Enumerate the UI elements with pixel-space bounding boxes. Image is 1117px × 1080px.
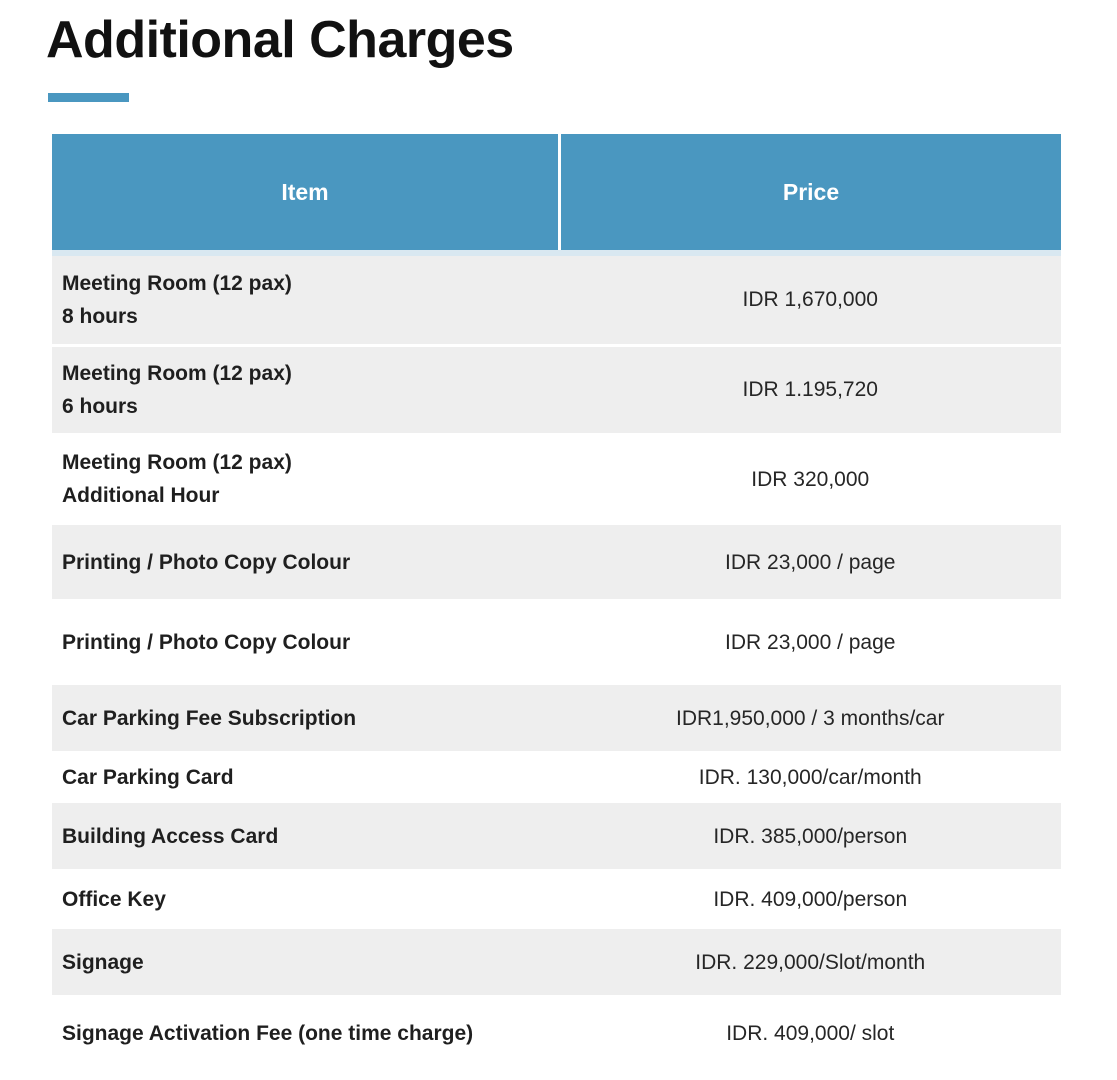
- item-cell: [52, 433, 560, 525]
- price-cell: IDR 1,670,000: [560, 253, 1062, 345]
- table-row: [52, 525, 1061, 599]
- item-cell: Car Parking Fee Subscription: [52, 685, 560, 751]
- item-name: Meeting Room (12 pax): [62, 271, 292, 295]
- table-row: [52, 599, 1061, 685]
- price-cell: IDR. 409,000/person: [560, 869, 1062, 929]
- page-title: Additional Charges: [46, 11, 514, 69]
- price-cell: IDR. 385,000/person: [560, 803, 1062, 869]
- table-row: [52, 995, 1061, 1071]
- table-row: [52, 803, 1061, 869]
- item-detail: 6 hours: [62, 394, 138, 418]
- price-cell: IDR 23,000 / page: [560, 599, 1062, 685]
- table-row: [52, 929, 1061, 995]
- table-row: [52, 869, 1061, 929]
- table-row: [52, 253, 1061, 345]
- table-row: [52, 751, 1061, 803]
- price-cell: IDR 23,000 / page: [560, 525, 1062, 599]
- table-row: [52, 685, 1061, 751]
- column-header-price: Price: [560, 134, 1062, 253]
- table-header-row: [52, 134, 1061, 253]
- price-cell: IDR. 130,000/car/month: [560, 751, 1062, 803]
- price-cell: IDR 320,000: [560, 433, 1062, 525]
- title-underline: [48, 93, 129, 102]
- price-cell: IDR 1.195,720: [560, 345, 1062, 433]
- item-cell: Building Access Card: [52, 803, 560, 869]
- price-cell: IDR. 229,000/Slot/month: [560, 929, 1062, 995]
- item-cell: Signage Activation Fee (one time charge): [52, 995, 560, 1071]
- item-cell: Signage: [52, 929, 560, 995]
- table-row: [52, 345, 1061, 433]
- item-detail: Additional Hour: [62, 484, 220, 507]
- item-cell: Printing / Photo Copy Colour: [52, 525, 560, 599]
- table-row: [52, 433, 1061, 525]
- item-name: Meeting Room (12 pax): [62, 451, 292, 474]
- column-header-item: Item: [52, 134, 560, 253]
- item-cell: Office Key: [52, 869, 560, 929]
- item-cell: [52, 253, 560, 345]
- item-cell: Car Parking Card: [52, 751, 560, 803]
- price-cell: IDR1,950,000 / 3 months/car: [560, 685, 1062, 751]
- item-cell: [52, 345, 560, 433]
- price-cell: IDR. 409,000/ slot: [560, 995, 1062, 1071]
- charges-table: [52, 134, 1061, 1071]
- item-detail: 8 hours: [62, 304, 138, 328]
- item-name: Meeting Room (12 pax): [62, 361, 292, 385]
- item-cell: Printing / Photo Copy Colour: [52, 599, 560, 685]
